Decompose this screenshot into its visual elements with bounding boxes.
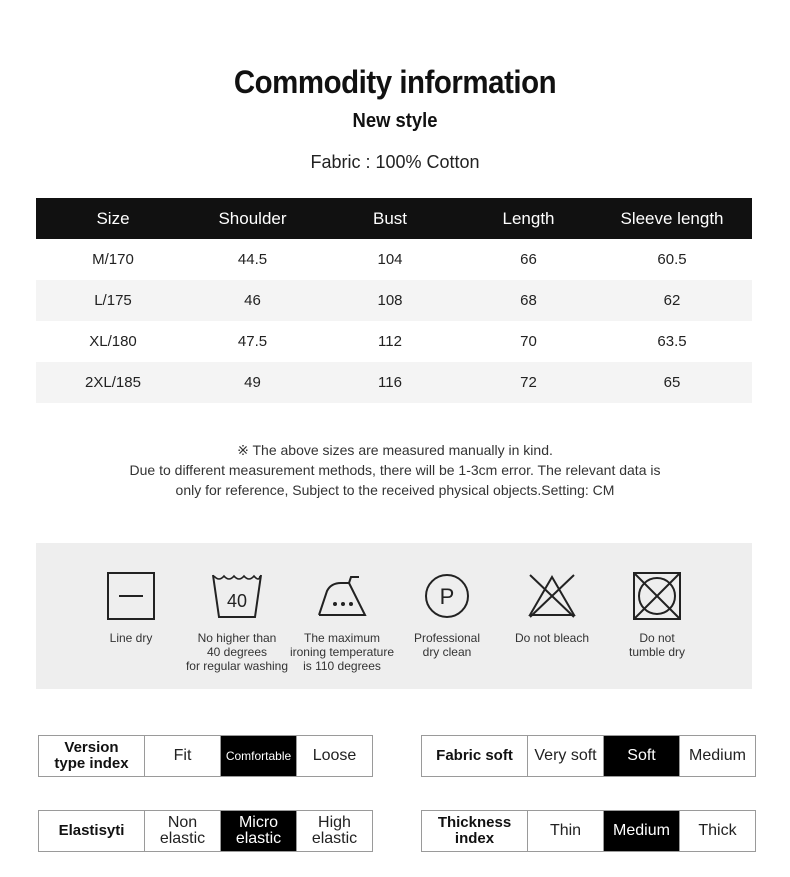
table-cell: 104	[377, 251, 403, 268]
dry-clean-icon-text: P	[439, 584, 455, 609]
care-label-line: for regular washing	[185, 659, 289, 673]
care-item-iron	[287, 571, 397, 673]
care-label	[497, 631, 607, 645]
table-cell: 70	[520, 333, 537, 350]
col-header-bust: Bust	[315, 198, 465, 239]
wash-40-icon	[211, 571, 263, 621]
wash-40-icon-text: 40	[226, 591, 248, 611]
table-cell: 72	[465, 362, 592, 403]
no-bleach-icon	[526, 571, 578, 621]
dry-clean-icon	[422, 571, 472, 621]
care-label-line: Do not bleach	[514, 631, 590, 645]
option-high-elastic[interactable]	[297, 811, 373, 852]
size-table	[36, 198, 752, 403]
col-header-size: Size	[36, 198, 190, 239]
care-label-line: Do not	[639, 631, 675, 645]
care-item-line-dry	[76, 571, 186, 645]
thickness-index	[421, 810, 756, 852]
option-line: High	[318, 814, 351, 831]
option-medium[interactable]: Medium	[680, 736, 756, 777]
table-cell: 65	[592, 362, 752, 403]
line-dry-icon	[106, 571, 156, 621]
index-label-line: Thickness	[437, 814, 512, 831]
table-cell: 63.5	[657, 333, 687, 350]
no-tumble-dry-icon	[632, 571, 682, 621]
iron-icon	[315, 571, 369, 621]
care-label-line: is 110 degrees	[303, 659, 381, 673]
size-table-header	[36, 198, 752, 239]
table-cell: 46	[190, 280, 315, 321]
option-fit[interactable]: Fit	[145, 736, 221, 777]
fabric-soft-index	[421, 735, 756, 777]
care-item-wash-40	[182, 571, 292, 673]
option-loose[interactable]: Loose	[297, 736, 373, 777]
table-row	[36, 321, 752, 362]
option-comfortable[interactable]: Comfortable	[221, 736, 297, 777]
option-line: elastic	[235, 830, 282, 847]
option-very-soft[interactable]: Very soft	[528, 736, 604, 777]
care-label	[287, 631, 397, 673]
table-cell: 60.5	[657, 251, 687, 268]
option-micro-elastic[interactable]	[221, 811, 297, 852]
col-header-sleeve-length: Sleeve length	[592, 198, 752, 239]
care-label-line: No higher than	[197, 631, 277, 645]
page-title: Commodity information	[233, 64, 557, 100]
table-cell: 49	[190, 362, 315, 403]
table-cell: 116	[315, 362, 465, 403]
fabric-info: Fabric : 100% Cotton	[310, 152, 480, 172]
option-thin[interactable]: Thin	[528, 811, 604, 852]
care-label-line: The maximum	[303, 631, 380, 645]
option-medium[interactable]: Medium	[604, 811, 680, 852]
table-cell: XL/180	[89, 333, 137, 350]
option-soft[interactable]: Soft	[604, 736, 680, 777]
page-subtitle: New style	[352, 110, 438, 132]
option-non-elastic[interactable]	[145, 811, 221, 852]
note-line: only for reference, Subject to the received physical objects.Setting: CM	[175, 482, 615, 498]
option-line: Micro	[238, 814, 279, 831]
care-item-no-tumble-dry	[602, 571, 712, 659]
version-type-index	[38, 735, 373, 777]
care-label	[392, 631, 502, 659]
care-label-line: Line dry	[109, 631, 153, 645]
table-cell: 112	[378, 333, 402, 350]
measurement-note	[0, 440, 790, 500]
option-line: Non	[167, 814, 198, 831]
table-row	[36, 362, 752, 403]
care-label-line: ironing temperature	[289, 645, 395, 659]
note-line: ※ The above sizes are measured manually in kind.	[237, 442, 553, 458]
table-cell: 68	[465, 280, 592, 321]
care-label-line: Professional	[413, 631, 481, 645]
elasticity-index	[38, 810, 373, 852]
table-cell: M/170	[92, 251, 134, 268]
care-label	[76, 631, 186, 645]
care-instructions-panel	[36, 543, 752, 689]
care-item-dry-clean	[392, 571, 502, 659]
care-label	[602, 631, 712, 659]
table-cell: 47.5	[237, 333, 268, 350]
table-cell: 108	[315, 280, 465, 321]
care-label	[182, 631, 292, 673]
index-label: Elastisyti	[39, 811, 145, 852]
index-label	[422, 811, 528, 852]
index-label	[39, 736, 145, 777]
index-label-line: type index	[54, 755, 129, 772]
col-header-shoulder: Shoulder	[190, 198, 315, 239]
col-header-length: Length	[465, 198, 592, 239]
table-cell: 62	[592, 280, 752, 321]
care-label-line: 40 degrees	[206, 645, 268, 659]
table-cell: L/175	[36, 280, 190, 321]
care-label-line: tumble dry	[628, 645, 686, 659]
index-label-line: Version	[64, 739, 119, 756]
table-cell: 44.5	[237, 251, 268, 268]
index-label-line: index	[454, 830, 495, 847]
index-label: Fabric soft	[422, 736, 528, 777]
option-thick[interactable]: Thick	[680, 811, 756, 852]
note-line: Due to different measurement methods, there will be 1-3cm error. The relevant data is	[129, 462, 661, 478]
table-cell: 66	[520, 251, 537, 268]
option-line: elastic	[311, 830, 358, 847]
option-line: elastic	[159, 830, 206, 847]
care-label-line: dry clean	[422, 645, 472, 659]
care-item-no-bleach	[497, 571, 607, 645]
table-row	[36, 239, 752, 280]
table-row	[36, 280, 752, 321]
table-cell: 2XL/185	[36, 362, 190, 403]
